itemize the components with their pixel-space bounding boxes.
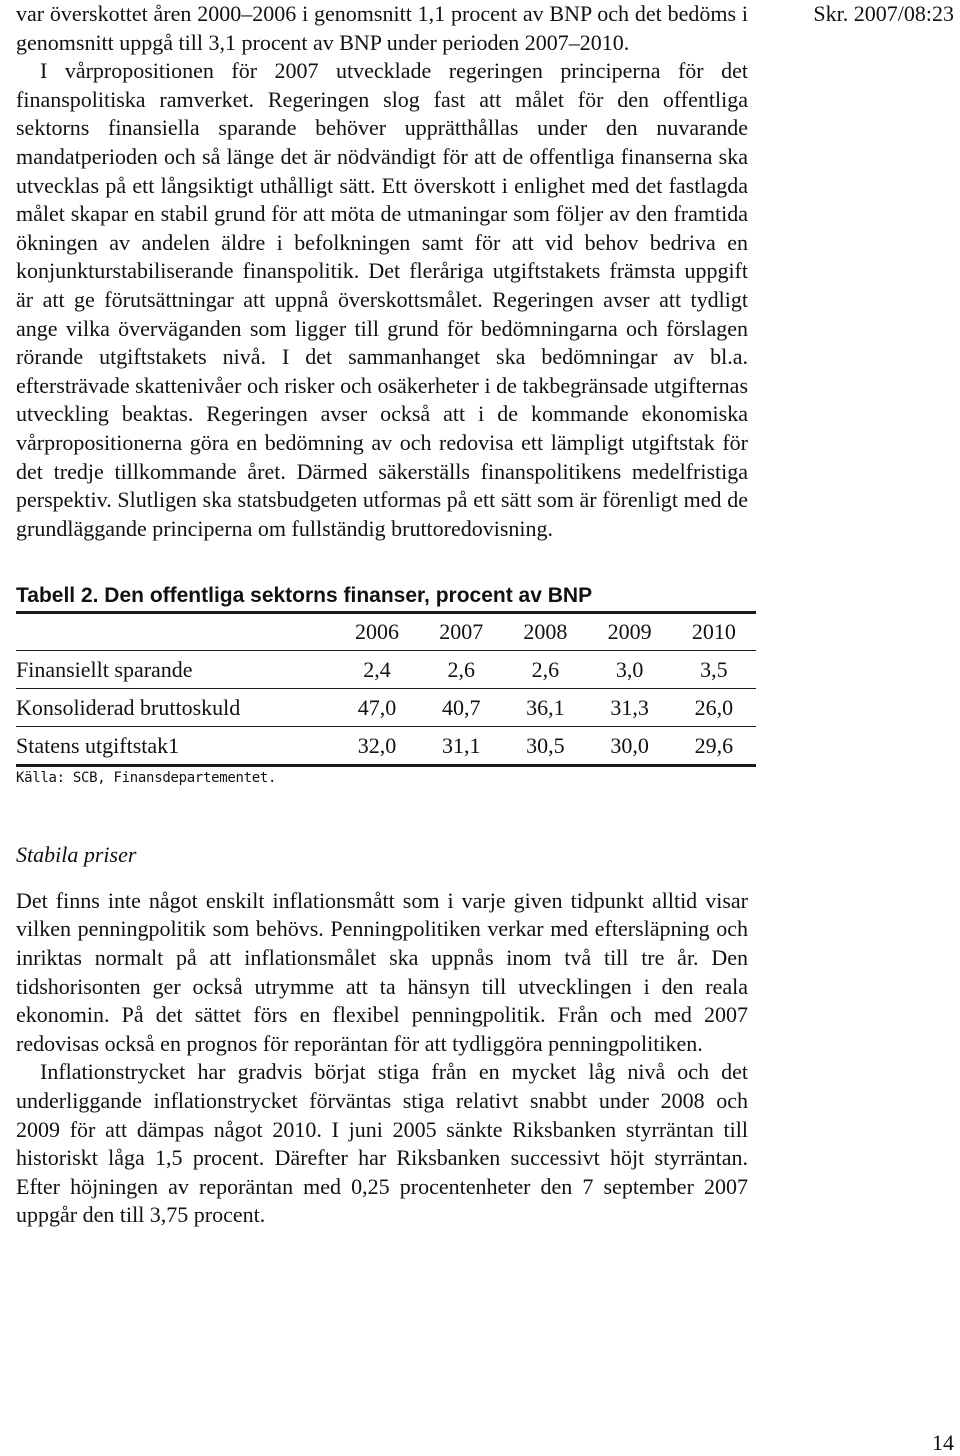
table-cell: 29,6 bbox=[672, 727, 756, 766]
year-header: 2009 bbox=[588, 613, 672, 651]
spacer bbox=[16, 789, 748, 841]
table-source: Källa: SCB, Finansdepartementet. bbox=[16, 770, 277, 787]
table-header-empty bbox=[16, 613, 335, 651]
section-heading: Stabila priser bbox=[16, 842, 137, 868]
table-cell: 30,5 bbox=[503, 727, 587, 766]
document-reference: Skr. 2007/08:23 bbox=[813, 1, 954, 26]
table-header-row bbox=[16, 613, 756, 651]
table-cell: 2,6 bbox=[419, 651, 503, 689]
main-column bbox=[16, 0, 748, 1230]
table-cell: 3,5 bbox=[672, 651, 756, 689]
table-cell: 2,4 bbox=[335, 651, 419, 689]
year-header: 2008 bbox=[503, 613, 587, 651]
section-paragraph-1: Det finns inte något enskilt inflationsmått som i varje given tidpunkt alltid visar vilken penningpolitik som behövs. Penningpolitiken verkar med eftersläpning och inriktas normalt på att inflationsmålet ska uppnås inom två till tre år. Den tidshorisonten ger också utrymme att ta hänsyn till utvecklingen i den reala ekonomin. På det sättet förs en flexibel penningpolitik. Från och med 2007 redovisas också en prognos för reporäntan för att tydliggöra penningpolitiken. bbox=[16, 887, 748, 1056]
table-cell: 3,0 bbox=[588, 651, 672, 689]
body-paragraph-1: var överskottet åren 2000–2006 i genomsnitt 1,1 procent av BNP och det bedöms i genomsnitt uppgå till 3,1 procent av BNP under perioden 2007–2010. bbox=[16, 1, 748, 55]
year-header: 2007 bbox=[419, 613, 503, 651]
table-cell: 2,6 bbox=[503, 651, 587, 689]
page-number: 14 bbox=[932, 1430, 954, 1455]
table-cell: 30,0 bbox=[588, 727, 672, 766]
table-cell: 26,0 bbox=[672, 689, 756, 727]
table-cell: 36,1 bbox=[503, 689, 587, 727]
table-row bbox=[16, 689, 756, 727]
body-paragraph-2: I vårpropositionen för 2007 utvecklade regeringen principerna för det finanspolitiska ramverket. Regeringen slog fast att målet för den offentliga sektorns finansiella sparande behöver upprätthållas under den nuvarande mandatperioden och så länge det är nödvändigt för att de offentliga finanserna ska utvecklas på ett långsiktigt uthålligt sätt. Ett överskott i enlighet med det fastlagda målet skapar en stabil grund för att möta de utmaningar som följer av den framtida ökningen av andelen äldre i befolkningen samt för att vid behov bedriva en konjunkturstabiliserande finanspolitik. Det fleråriga utgiftstakets främsta uppgift är att ge förutsättningar att uppnå överskottsmålet. Regeringen avser att tydligt ange vilka överväganden som ligger till grund för bedömningarna och förslagen rörande utgiftstakets nivå. I det sammanhanget ska bedömningar av bl.a. eftersträvade skattenivåer och risker och osäkerheter i de takbegränsade utgifternas utveckling beaktas. Regeringen avser också att i de kommande ekonomiska vårpropositionerna göra en bedömning av och redovisa ett lämpligt utgiftstak för det tredje tillkommande året. Därmed säkerställs finanspolitikens medelfristiga perspektiv. Slutligen ska statsbudgeten utformas på ett sätt som är förenligt med de grundläggande principerna om fullständig bruttoredovisning. bbox=[16, 58, 748, 541]
section-paragraph-2: Inflationstrycket har gradvis börjat stiga från en mycket låg nivå och det underliggande inflationstrycket förväntas stiga relativt snabbt under 2008 och 2009 för att dämpas något 2010. I juni 2005 sänkte Riksbanken styrräntan till historiskt låga 1,5 procent. Därefter har Riksbanken successivt höjt styrräntan. Efter höjningen av reporäntan med 0,25 procentenheter den 7 september 2007 uppgår den till 3,75 procent. bbox=[16, 1059, 748, 1228]
table-cell: 31,3 bbox=[588, 689, 672, 727]
table-cell: 32,0 bbox=[335, 727, 419, 766]
row-label: Konsoliderad bruttoskuld bbox=[16, 689, 335, 727]
table-row bbox=[16, 727, 756, 766]
spacer bbox=[16, 543, 748, 581]
table-cell: 47,0 bbox=[335, 689, 419, 727]
finance-table bbox=[16, 611, 756, 767]
table-title: Tabell 2. Den offentliga sektorns finanser, procent av BNP bbox=[16, 584, 593, 608]
year-header: 2010 bbox=[672, 613, 756, 651]
table-cell: 31,1 bbox=[419, 727, 503, 766]
table-row bbox=[16, 651, 756, 689]
row-label: Finansiellt sparande bbox=[16, 651, 335, 689]
year-header: 2006 bbox=[335, 613, 419, 651]
row-label: Statens utgiftstak1 bbox=[16, 727, 335, 766]
spacer bbox=[16, 870, 748, 887]
table-cell: 40,7 bbox=[419, 689, 503, 727]
